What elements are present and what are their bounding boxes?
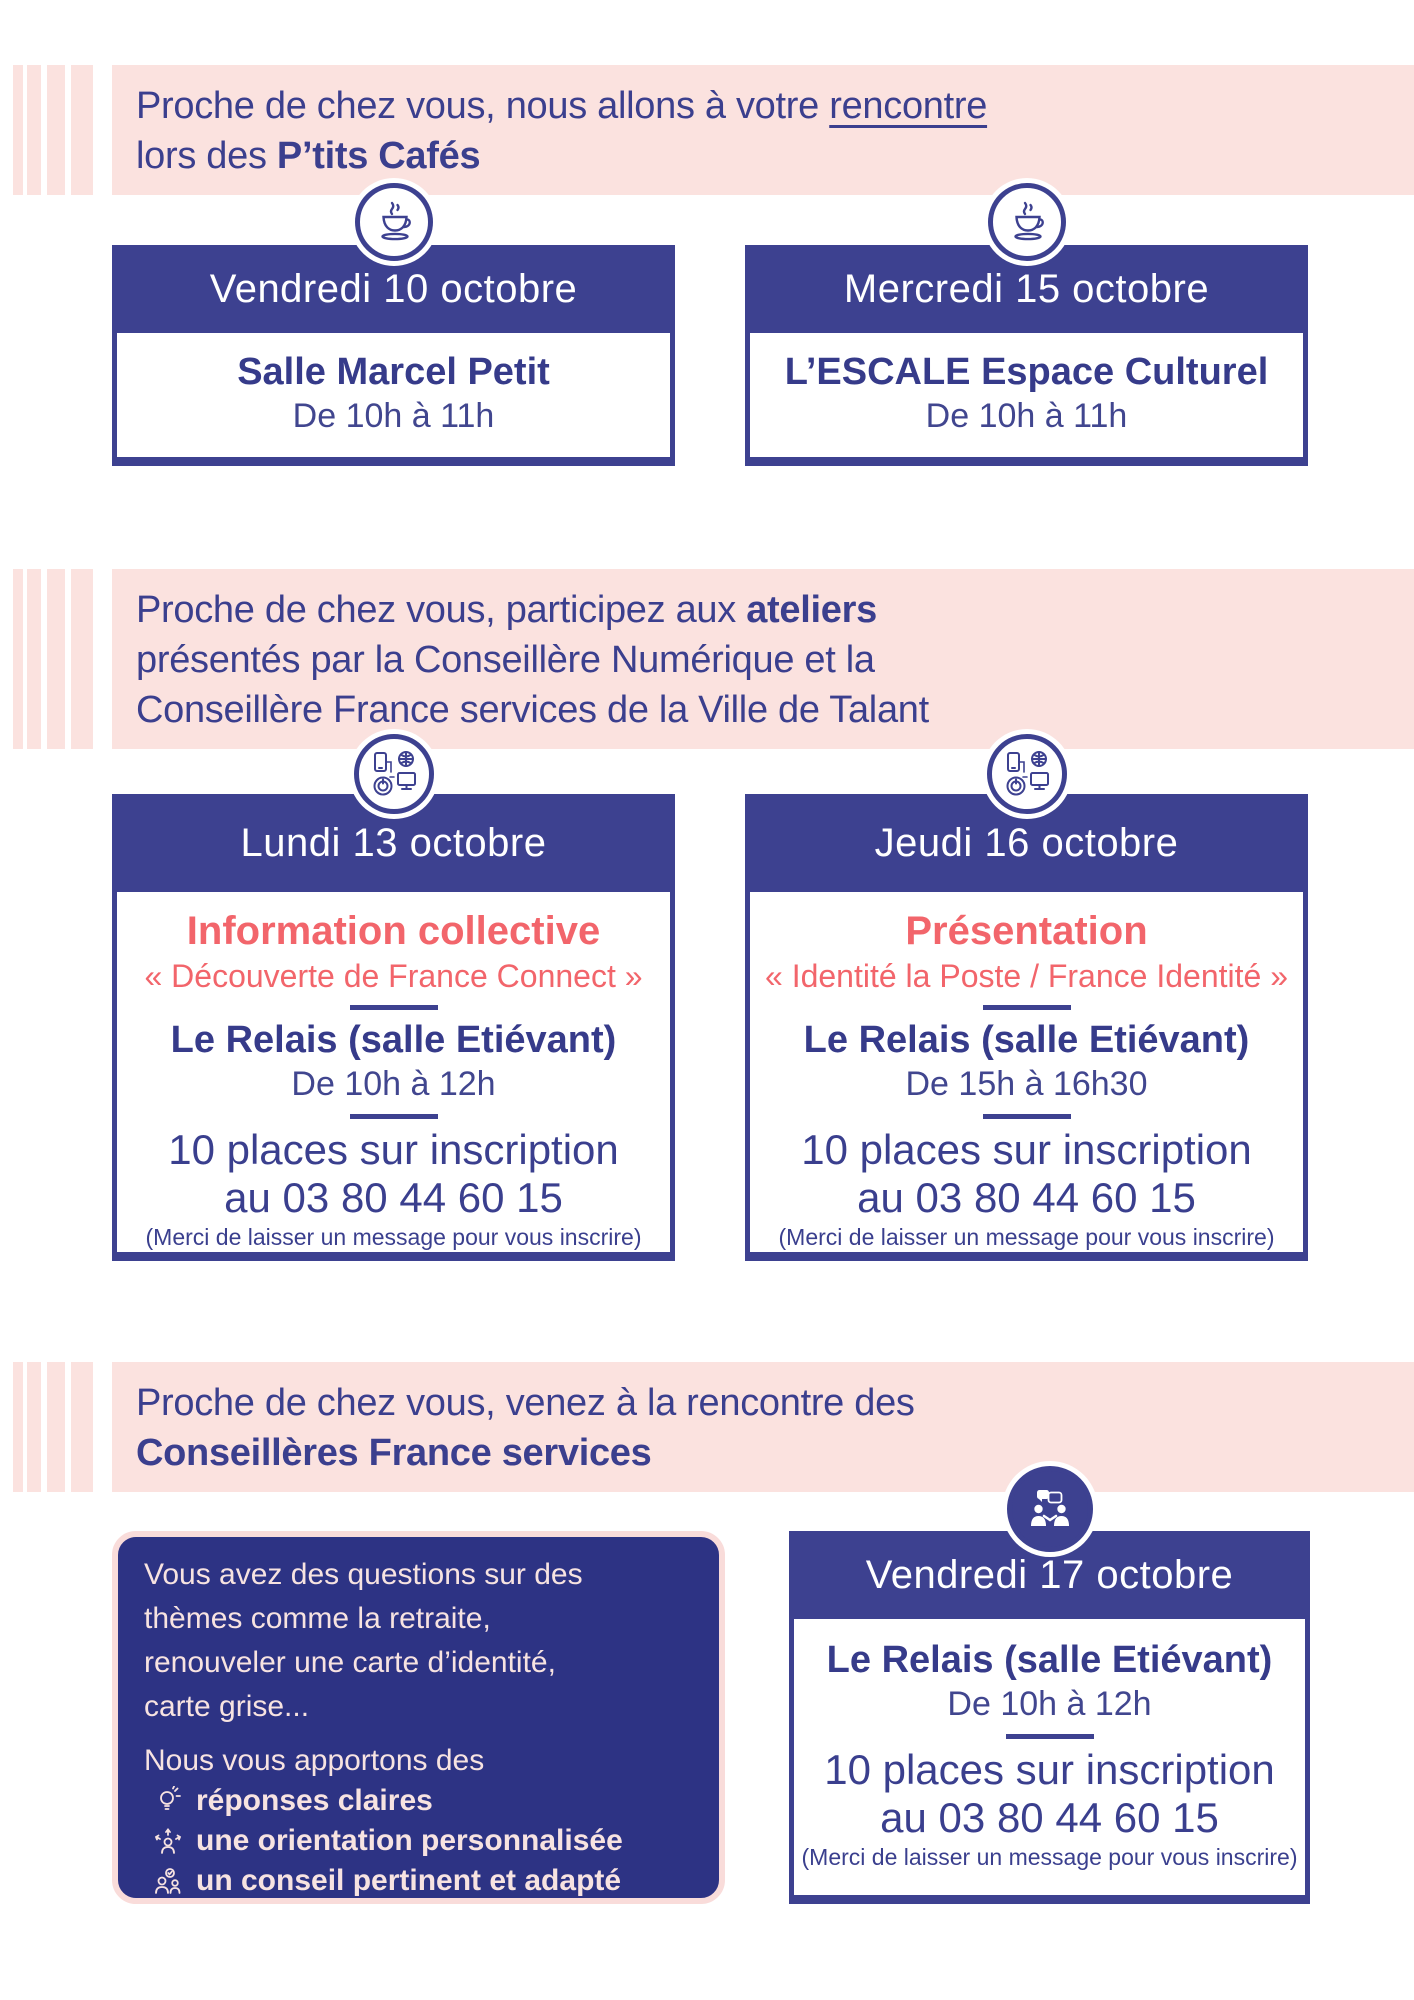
event-title: Information collective (186, 909, 601, 953)
inscription-note: (Merci de laisser un message pour vous inscrire) (801, 1844, 1298, 1870)
card-time: De 15h à 16h30 (905, 1065, 1148, 1103)
list-item-label: un conseil pertinent et adapté (196, 1864, 622, 1897)
divider (983, 1114, 1071, 1119)
info-text-line: thèmes comme la retraite, (144, 1602, 491, 1635)
card-place: Le Relais (salle Etiévant) (803, 1019, 1250, 1061)
card-place: Le Relais (salle Etiévant) (170, 1019, 617, 1061)
card-place: Salle Marcel Petit (237, 351, 550, 393)
phone-number: au 03 80 44 60 15 (224, 1174, 563, 1221)
card-body (112, 892, 675, 1261)
event-subtitle: « Identité la Poste / France Identité » (765, 958, 1288, 994)
phone-number: au 03 80 44 60 15 (857, 1174, 1196, 1221)
card-date: Mercredi 15 octobre (745, 245, 1308, 333)
event-title: Présentation (905, 909, 1148, 953)
orientation-icon (150, 1823, 186, 1859)
banner-line: lors des P’tits Cafés (136, 135, 481, 177)
list-item-label: réponses claires (196, 1784, 433, 1817)
card-place: Le Relais (salle Etiévant) (826, 1639, 1273, 1681)
digital-devices-icon (354, 734, 434, 814)
card-time: De 10h à 11h (292, 397, 495, 435)
card-place: L’ESCALE Espace Culturel (784, 351, 1269, 393)
list-item (144, 1861, 699, 1901)
event-card-vendredi-17 (789, 1531, 1310, 1904)
inscription-note: (Merci de laisser un message pour vous inscrire) (778, 1224, 1275, 1250)
banner-title (112, 569, 1414, 749)
phone-number: au 03 80 44 60 15 (880, 1794, 1219, 1841)
card-date: Jeudi 16 octobre (745, 794, 1308, 892)
section-cafes-banner (0, 65, 1414, 195)
decorative-stripes (13, 65, 93, 195)
info-text-line: carte grise... (144, 1690, 310, 1723)
event-card-lundi-13 (112, 794, 675, 1261)
banner-title (112, 1362, 1414, 1492)
list-item-label: une orientation personnalisée (196, 1824, 623, 1857)
bold-word: P’tits Cafés (276, 135, 481, 177)
underlined-word: rencontre (829, 85, 988, 127)
info-box (112, 1531, 725, 1904)
banner-line: présentés par la Conseillère Numérique et la (136, 639, 875, 681)
bold-word: ateliers (746, 589, 877, 631)
inscription-line: 10 places sur inscription (168, 1126, 619, 1173)
divider (350, 1114, 438, 1119)
banner-line: Conseillère France services de la Ville de Talant (136, 689, 929, 731)
card-body (789, 1619, 1310, 1904)
divider (983, 1005, 1071, 1010)
info-text-line: renouveler une carte d’identité, (144, 1646, 556, 1679)
list-item (144, 1821, 699, 1861)
cafes-cards-row (112, 245, 1310, 466)
decorative-stripes (13, 569, 93, 749)
banner-line: Proche de chez vous, participez aux ateliers (136, 589, 877, 631)
card-body (745, 892, 1308, 1261)
lightbulb-icon (150, 1783, 186, 1819)
event-card-mercredi-15 (745, 245, 1308, 466)
card-time: De 10h à 12h (947, 1685, 1152, 1723)
meeting-people-icon (1007, 1466, 1093, 1552)
divider (1006, 1734, 1094, 1739)
section-conseilleres-banner (0, 1362, 1414, 1492)
event-card-jeudi-16 (745, 794, 1308, 1261)
decorative-stripes (13, 1362, 93, 1492)
coffee-cup-icon (355, 183, 433, 261)
inscription-line: 10 places sur inscription (801, 1126, 1252, 1173)
banner-line: Proche de chez vous, venez à la rencontre des (136, 1382, 915, 1424)
coffee-cup-icon (988, 183, 1066, 261)
digital-devices-icon (987, 734, 1067, 814)
event-subtitle: « Découverte de France Connect » (144, 958, 643, 994)
banner-line-bold: Conseillères France services (136, 1432, 652, 1474)
info-intro: Nous vous apportons des (144, 1744, 485, 1777)
card-body (112, 333, 675, 466)
card-body (745, 333, 1308, 466)
inscription-line: 10 places sur inscription (824, 1746, 1275, 1793)
list-item (144, 1781, 699, 1821)
card-date: Lundi 13 octobre (112, 794, 675, 892)
card-time: De 10h à 12h (291, 1065, 496, 1103)
banner-title (112, 65, 1414, 195)
card-time: De 10h à 11h (925, 397, 1128, 435)
info-text-line: Vous avez des questions sur des (144, 1558, 583, 1591)
card-date: Vendredi 10 octobre (112, 245, 675, 333)
event-card-vendredi-10 (112, 245, 675, 466)
inscription-note: (Merci de laisser un message pour vous inscrire) (145, 1224, 642, 1250)
divider (350, 1005, 438, 1010)
ateliers-cards-row (112, 794, 1310, 1261)
advice-people-icon (150, 1863, 186, 1899)
card-date: Vendredi 17 octobre (789, 1531, 1310, 1619)
conseilleres-row (112, 1531, 1310, 1904)
section-ateliers-banner (0, 569, 1414, 749)
banner-line: Proche de chez vous, nous allons à votre rencontre (136, 85, 988, 127)
